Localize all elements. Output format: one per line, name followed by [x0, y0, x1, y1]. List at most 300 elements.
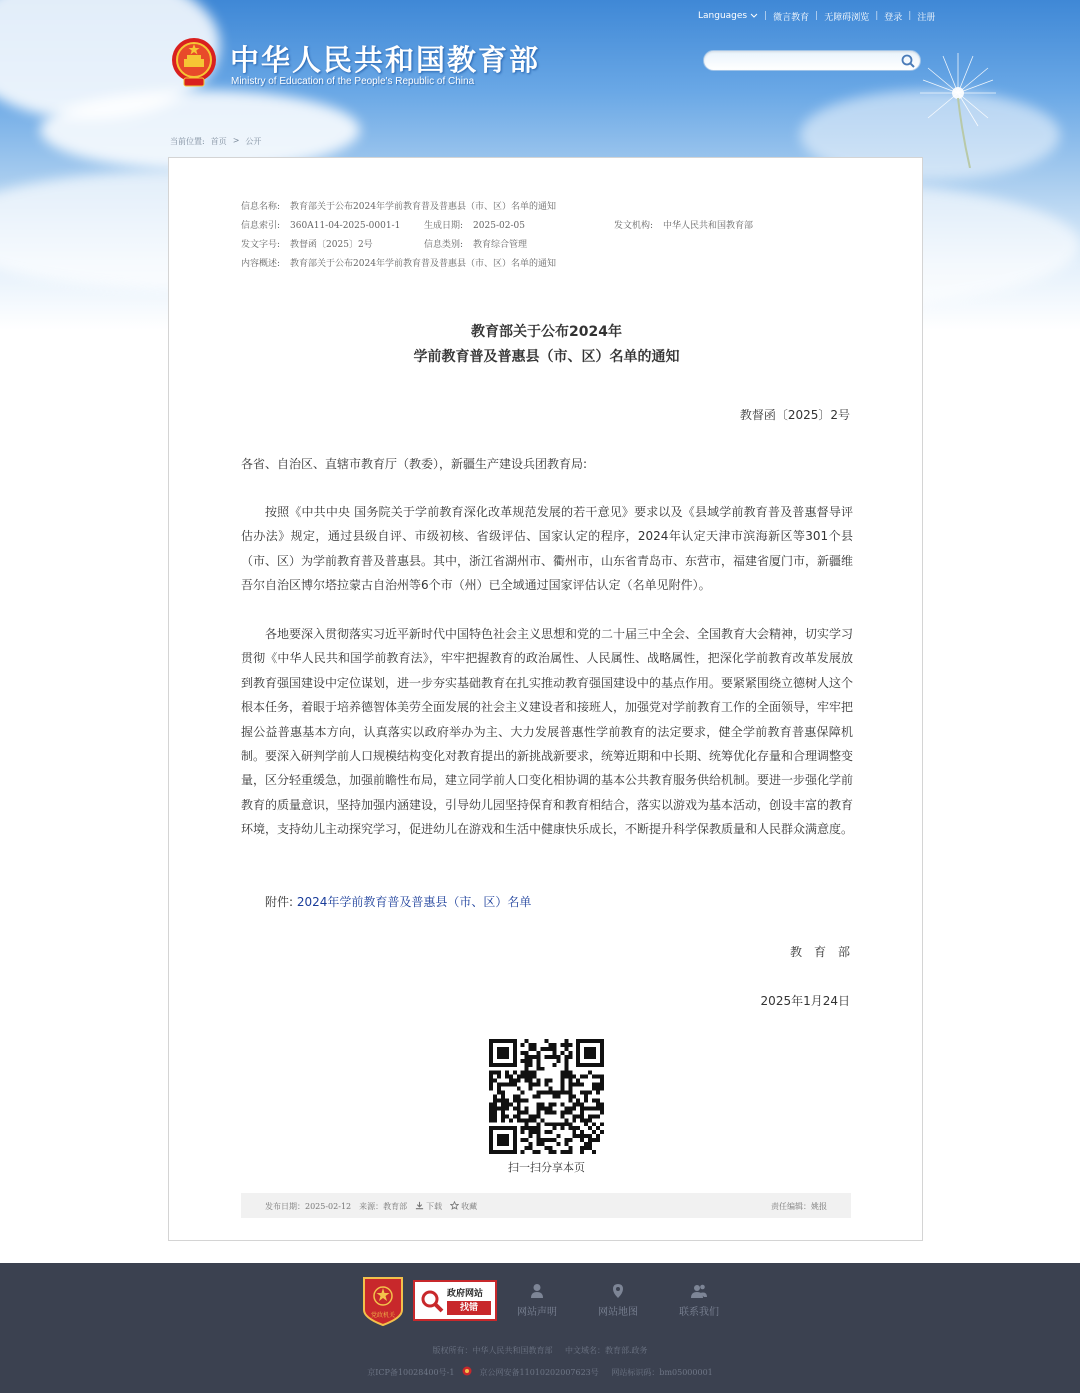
qr-module	[521, 1118, 525, 1122]
qr-module	[513, 1083, 517, 1087]
qr-module	[596, 1106, 600, 1110]
nav-label: 网站声明	[517, 1307, 557, 1318]
qr-module	[584, 1106, 588, 1110]
qr-module	[564, 1106, 568, 1110]
location-pin-icon	[611, 1283, 625, 1299]
qr-module	[572, 1134, 576, 1138]
qr-module	[541, 1067, 545, 1071]
meta-value: 2025-02-05	[473, 221, 525, 231]
qr-module	[576, 1083, 580, 1087]
qr-module	[497, 1071, 501, 1075]
qr-module	[537, 1067, 541, 1071]
qr-module	[521, 1091, 525, 1095]
qr-module	[564, 1071, 568, 1075]
qr-module	[588, 1126, 592, 1130]
qr-module	[564, 1063, 568, 1067]
editor: 责任编辑：姚报	[771, 1202, 827, 1211]
qr-module	[501, 1095, 505, 1099]
qr-module	[489, 1118, 493, 1122]
qr-module	[592, 1083, 596, 1087]
qr-module	[564, 1039, 568, 1043]
qr-module	[592, 1114, 596, 1118]
qr-module	[576, 1102, 580, 1106]
favorite-label: 收藏	[461, 1202, 478, 1211]
qr-module	[572, 1075, 576, 1079]
qr-module	[489, 1087, 493, 1091]
qr-module	[564, 1118, 568, 1122]
qr-module	[537, 1134, 541, 1138]
register-link[interactable]: 注册	[917, 12, 936, 23]
qr-module	[584, 1075, 588, 1079]
qr-module	[521, 1098, 525, 1102]
footer	[0, 1263, 1080, 1393]
qr-module	[548, 1150, 552, 1154]
qr-module	[548, 1130, 552, 1134]
qr-module	[509, 1083, 513, 1087]
qr-module	[568, 1122, 572, 1126]
qr-module	[513, 1098, 517, 1102]
qr-module	[533, 1043, 537, 1047]
qr-module	[537, 1102, 541, 1106]
divider: |	[764, 11, 768, 21]
qr-module	[564, 1067, 568, 1071]
qr-module	[568, 1150, 572, 1154]
qr-module	[580, 1075, 584, 1079]
breadcrumb	[170, 136, 261, 147]
qr-module	[505, 1102, 509, 1106]
attachment-label: 附件:	[265, 895, 294, 909]
qr-module	[556, 1055, 560, 1059]
qr-module	[505, 1106, 509, 1110]
qr-module	[537, 1150, 541, 1154]
qr-module	[568, 1095, 572, 1099]
qr-module	[509, 1102, 513, 1106]
search-icon[interactable]	[900, 53, 916, 69]
breadcrumb-current[interactable]: 公开	[245, 137, 262, 146]
qr-module	[497, 1075, 501, 1079]
qr-module	[513, 1114, 517, 1118]
qr-module	[568, 1043, 572, 1047]
meta-row-name	[241, 199, 556, 212]
qr-module	[525, 1079, 529, 1083]
jiucuo-line2: 找错	[447, 1301, 491, 1315]
qr-module	[596, 1138, 600, 1142]
qr-module	[521, 1043, 525, 1047]
document-date: 2025年1月24日	[760, 994, 850, 1008]
qr-module	[497, 1098, 501, 1102]
public-security-number[interactable]: 京公网安备11010202007623号	[479, 1368, 599, 1377]
qr-module	[592, 1098, 596, 1102]
qr-module	[533, 1047, 537, 1051]
qr-module	[525, 1075, 529, 1079]
qr-module	[596, 1098, 600, 1102]
qr-module	[592, 1150, 596, 1154]
qr-module	[537, 1106, 541, 1110]
divider: |	[815, 11, 819, 21]
qr-module	[505, 1083, 509, 1087]
qr-module	[600, 1106, 604, 1110]
qr-module	[588, 1071, 592, 1075]
meta-value: 360A11-04-2025-0001-1	[290, 221, 401, 231]
qr-module	[548, 1102, 552, 1106]
qr-module	[568, 1075, 572, 1079]
qr-module	[552, 1043, 556, 1047]
qr-module	[517, 1098, 521, 1102]
qr-module	[517, 1102, 521, 1106]
qr-code-icon	[489, 1039, 604, 1154]
salutation: 各省、自治区、直辖市教育厅（教委），新疆生产建设兵团教育局:	[241, 457, 588, 471]
qr-module	[493, 1114, 497, 1118]
qr-module	[584, 1118, 588, 1122]
qr-module	[537, 1095, 541, 1099]
qr-module	[521, 1051, 525, 1055]
qr-module	[497, 1106, 501, 1110]
qr-module	[556, 1059, 560, 1063]
meta-label: 生成日期:	[424, 221, 464, 231]
qr-module	[493, 1071, 497, 1075]
qr-module	[545, 1055, 549, 1059]
sitemap-link[interactable]	[588, 1283, 648, 1318]
qr-module	[521, 1138, 525, 1142]
meta-row-issuer	[614, 218, 753, 231]
qr-module	[600, 1110, 604, 1114]
qr-module	[560, 1083, 564, 1087]
qr-module	[560, 1051, 564, 1055]
qr-module	[588, 1134, 592, 1138]
qr-module	[600, 1079, 604, 1083]
qr-module	[548, 1079, 552, 1083]
qr-module	[525, 1067, 529, 1071]
qr-module	[568, 1071, 572, 1075]
nav-label: 网站地图	[598, 1307, 638, 1318]
qr-module	[556, 1134, 560, 1138]
qr-module	[525, 1138, 529, 1142]
copyright: 版权所有：中华人民共和国教育部	[432, 1346, 553, 1355]
qr-module	[572, 1118, 576, 1122]
qr-module	[580, 1138, 584, 1142]
qr-module	[592, 1130, 596, 1134]
qr-module	[564, 1043, 568, 1047]
qr-module	[517, 1110, 521, 1114]
qr-module	[529, 1063, 533, 1067]
qr-module	[572, 1114, 576, 1118]
qr-module	[533, 1055, 537, 1059]
qr-module	[545, 1091, 549, 1095]
qr-module	[548, 1122, 552, 1126]
meta-label: 信息类别:	[424, 240, 464, 250]
qr-module	[548, 1110, 552, 1114]
qr-module	[560, 1102, 564, 1106]
qr-module	[529, 1079, 533, 1083]
qr-module	[560, 1150, 564, 1154]
qr-module	[529, 1114, 533, 1118]
qr-module	[568, 1083, 572, 1087]
qr-module	[537, 1122, 541, 1126]
chinese-domain: 中文域名：教育部.政务	[565, 1346, 648, 1355]
qr-module	[529, 1083, 533, 1087]
qr-module	[529, 1075, 533, 1079]
qr-module	[600, 1102, 604, 1106]
qr-module	[493, 1102, 497, 1106]
qr-module	[545, 1138, 549, 1142]
attachment-link[interactable]: 2024年学前教育普及普惠县（市、区）名单	[296, 895, 532, 909]
qr-module	[505, 1075, 509, 1079]
police-badge-icon	[462, 1366, 472, 1376]
contact-us-link[interactable]	[669, 1283, 729, 1318]
qr-module	[568, 1091, 572, 1095]
qr-module	[588, 1146, 592, 1150]
qr-module	[533, 1095, 537, 1099]
meta-value: 教育部关于公布2024年学前教育普及普惠县（市、区）名单的通知	[290, 259, 556, 269]
qr-module	[525, 1110, 529, 1114]
meta-label: 信息名称:	[241, 202, 281, 212]
qr-module	[556, 1095, 560, 1099]
qr-module	[592, 1122, 596, 1126]
top-links	[698, 9, 935, 23]
magnifier-icon	[419, 1288, 445, 1314]
national-emblem-icon	[170, 36, 218, 88]
badge-text: 党政机关	[370, 1312, 396, 1319]
qr-module	[564, 1047, 568, 1051]
qr-module	[572, 1095, 576, 1099]
qr-module	[521, 1150, 525, 1154]
qr-module	[501, 1102, 505, 1106]
gov-site-error-report-button[interactable]	[413, 1280, 497, 1321]
qr-module	[521, 1130, 525, 1134]
qr-module	[596, 1075, 600, 1079]
qr-module	[541, 1142, 545, 1146]
qr-module	[545, 1110, 549, 1114]
qr-module	[497, 1091, 501, 1095]
qr-module	[576, 1098, 580, 1102]
qr-module	[600, 1087, 604, 1091]
qr-module	[564, 1091, 568, 1095]
qr-module	[576, 1079, 580, 1083]
meta-value: 教育部关于公布2024年学前教育普及普惠县（市、区）名单的通知	[290, 202, 556, 212]
qr-module	[568, 1126, 572, 1130]
site-id: 网站标识码：bm05000001	[611, 1368, 713, 1377]
qr-module	[552, 1110, 556, 1114]
qr-module	[568, 1138, 572, 1142]
dandelion-decoration	[918, 48, 998, 168]
qr-module	[556, 1142, 560, 1146]
qr-module	[552, 1047, 556, 1051]
qr-module	[525, 1063, 529, 1067]
site-title[interactable]: 中华人民共和国教育部	[230, 43, 541, 77]
qr-module	[505, 1098, 509, 1102]
qr-module	[545, 1079, 549, 1083]
qr-module	[584, 1091, 588, 1095]
qr-module	[525, 1039, 529, 1043]
breadcrumb-home[interactable]: 首页	[210, 137, 227, 146]
qr-module	[493, 1095, 497, 1099]
qr-module	[529, 1043, 533, 1047]
qr-module	[501, 1106, 505, 1110]
qr-module	[564, 1150, 568, 1154]
meta-label: 信息索引:	[241, 221, 281, 231]
qr-module	[529, 1047, 533, 1051]
qr-module	[580, 1083, 584, 1087]
document-title-line1: 教育部关于公布2024年	[471, 324, 622, 340]
qr-module	[564, 1110, 568, 1114]
qr-module	[489, 1075, 493, 1079]
qr-module	[525, 1106, 529, 1110]
favorite-button[interactable]	[450, 1201, 477, 1212]
qr-module	[600, 1122, 604, 1126]
qr-module	[525, 1118, 529, 1122]
qr-module	[509, 1075, 513, 1079]
qr-module	[497, 1087, 501, 1091]
weiyan-link[interactable]: 微言教育	[773, 12, 810, 23]
search-input[interactable]	[703, 50, 921, 71]
source: 来源：教育部	[359, 1202, 408, 1211]
qr-module	[580, 1150, 584, 1154]
qr-module	[548, 1146, 552, 1150]
publish-date: 发布日期：2025-02-12	[265, 1202, 352, 1211]
qr-module	[568, 1110, 572, 1114]
qr-module	[537, 1055, 541, 1059]
qr-module	[537, 1083, 541, 1087]
qr-module	[552, 1055, 556, 1059]
qr-module	[537, 1079, 541, 1083]
qr-module	[548, 1087, 552, 1091]
qr-module	[521, 1059, 525, 1063]
accessibility-link[interactable]: 无障碍浏览	[824, 12, 870, 23]
icp-number[interactable]: 京ICP备10028400号-1	[367, 1368, 455, 1377]
qr-module	[560, 1043, 564, 1047]
meta-row-summary	[241, 256, 556, 269]
login-link[interactable]: 登录	[884, 12, 903, 23]
qr-module	[545, 1039, 549, 1043]
qr-module	[517, 1095, 521, 1099]
qr-module	[560, 1079, 564, 1083]
qr-module	[505, 1114, 509, 1118]
qr-module	[529, 1142, 533, 1146]
qr-module	[517, 1079, 521, 1083]
divider: |	[908, 11, 912, 21]
qr-module	[517, 1087, 521, 1091]
qr-module	[533, 1114, 537, 1118]
qr-module	[509, 1118, 513, 1122]
chevron-down-icon[interactable]	[750, 13, 758, 19]
download-label: 下载	[426, 1202, 443, 1211]
qr-module	[584, 1122, 588, 1126]
qr-module	[537, 1063, 541, 1067]
qr-module	[596, 1126, 600, 1130]
qr-module	[525, 1098, 529, 1102]
qr-module	[513, 1095, 517, 1099]
qr-module	[525, 1146, 529, 1150]
qr-module	[572, 1083, 576, 1087]
qr-module	[556, 1122, 560, 1126]
qr-module	[533, 1083, 537, 1087]
qr-module	[600, 1130, 604, 1134]
download-button[interactable]	[415, 1201, 442, 1212]
qr-module	[541, 1091, 545, 1095]
qr-module	[537, 1126, 541, 1130]
qr-module	[493, 1098, 497, 1102]
qr-module	[529, 1118, 533, 1122]
qr-module	[497, 1083, 501, 1087]
qr-module	[584, 1098, 588, 1102]
qr-module	[529, 1059, 533, 1063]
divider: |	[875, 11, 879, 21]
qr-module	[560, 1126, 564, 1130]
qr-module	[541, 1138, 545, 1142]
qr-module	[560, 1075, 564, 1079]
qr-module	[521, 1110, 525, 1114]
qr-module	[501, 1110, 505, 1114]
qr-module	[529, 1126, 533, 1130]
qr-module	[501, 1091, 505, 1095]
qr-module	[584, 1134, 588, 1138]
qr-module	[533, 1118, 537, 1122]
qr-module	[564, 1142, 568, 1146]
qr-module	[576, 1114, 580, 1118]
article-card	[168, 157, 923, 1241]
qr-module	[517, 1114, 521, 1118]
qr-module	[533, 1126, 537, 1130]
qr-module	[580, 1130, 584, 1134]
qr-module	[552, 1150, 556, 1154]
qr-module	[521, 1071, 525, 1075]
jiucuo-line1: 政府网站	[447, 1289, 484, 1299]
qr-module	[592, 1075, 596, 1079]
copyright-line	[0, 1345, 1080, 1356]
meta-label: 内容概述:	[241, 259, 281, 269]
qr-module	[560, 1122, 564, 1126]
meta-label: 发文字号:	[241, 240, 281, 250]
star-icon	[450, 1201, 459, 1210]
qr-module	[533, 1075, 537, 1079]
qr-module	[560, 1091, 564, 1095]
qr-module	[572, 1126, 576, 1130]
qr-module	[572, 1130, 576, 1134]
languages-link[interactable]: Languages	[698, 11, 748, 21]
qr-module	[568, 1055, 572, 1059]
site-statement-link[interactable]	[507, 1283, 567, 1318]
qr-module	[509, 1079, 513, 1083]
qr-module	[525, 1122, 529, 1126]
meta-row-index	[241, 218, 400, 231]
qr-module	[596, 1114, 600, 1118]
document-title-line2: 学前教育普及普惠县（市、区）名单的通知	[413, 349, 680, 365]
document-number: 教督函〔2025〕2号	[739, 408, 850, 422]
qr-module	[489, 1083, 493, 1087]
qr-module	[584, 1095, 588, 1099]
qr-module	[568, 1051, 572, 1055]
qr-module	[537, 1091, 541, 1095]
meta-row-docno	[241, 237, 373, 250]
qr-module	[580, 1091, 584, 1095]
qr-module	[489, 1110, 493, 1114]
party-government-badge[interactable]	[362, 1276, 404, 1326]
qr-module	[576, 1126, 580, 1130]
qr-module	[505, 1071, 509, 1075]
qr-module	[525, 1126, 529, 1130]
qr-module	[545, 1047, 549, 1051]
qr-module	[525, 1059, 529, 1063]
qr-module	[541, 1047, 545, 1051]
qr-module	[548, 1106, 552, 1110]
qr-module	[552, 1063, 556, 1067]
qr-module	[580, 1118, 584, 1122]
qr-module	[537, 1059, 541, 1063]
qr-module	[600, 1083, 604, 1087]
qr-module	[588, 1118, 592, 1122]
qr-module	[588, 1091, 592, 1095]
info-bar	[241, 1193, 851, 1218]
